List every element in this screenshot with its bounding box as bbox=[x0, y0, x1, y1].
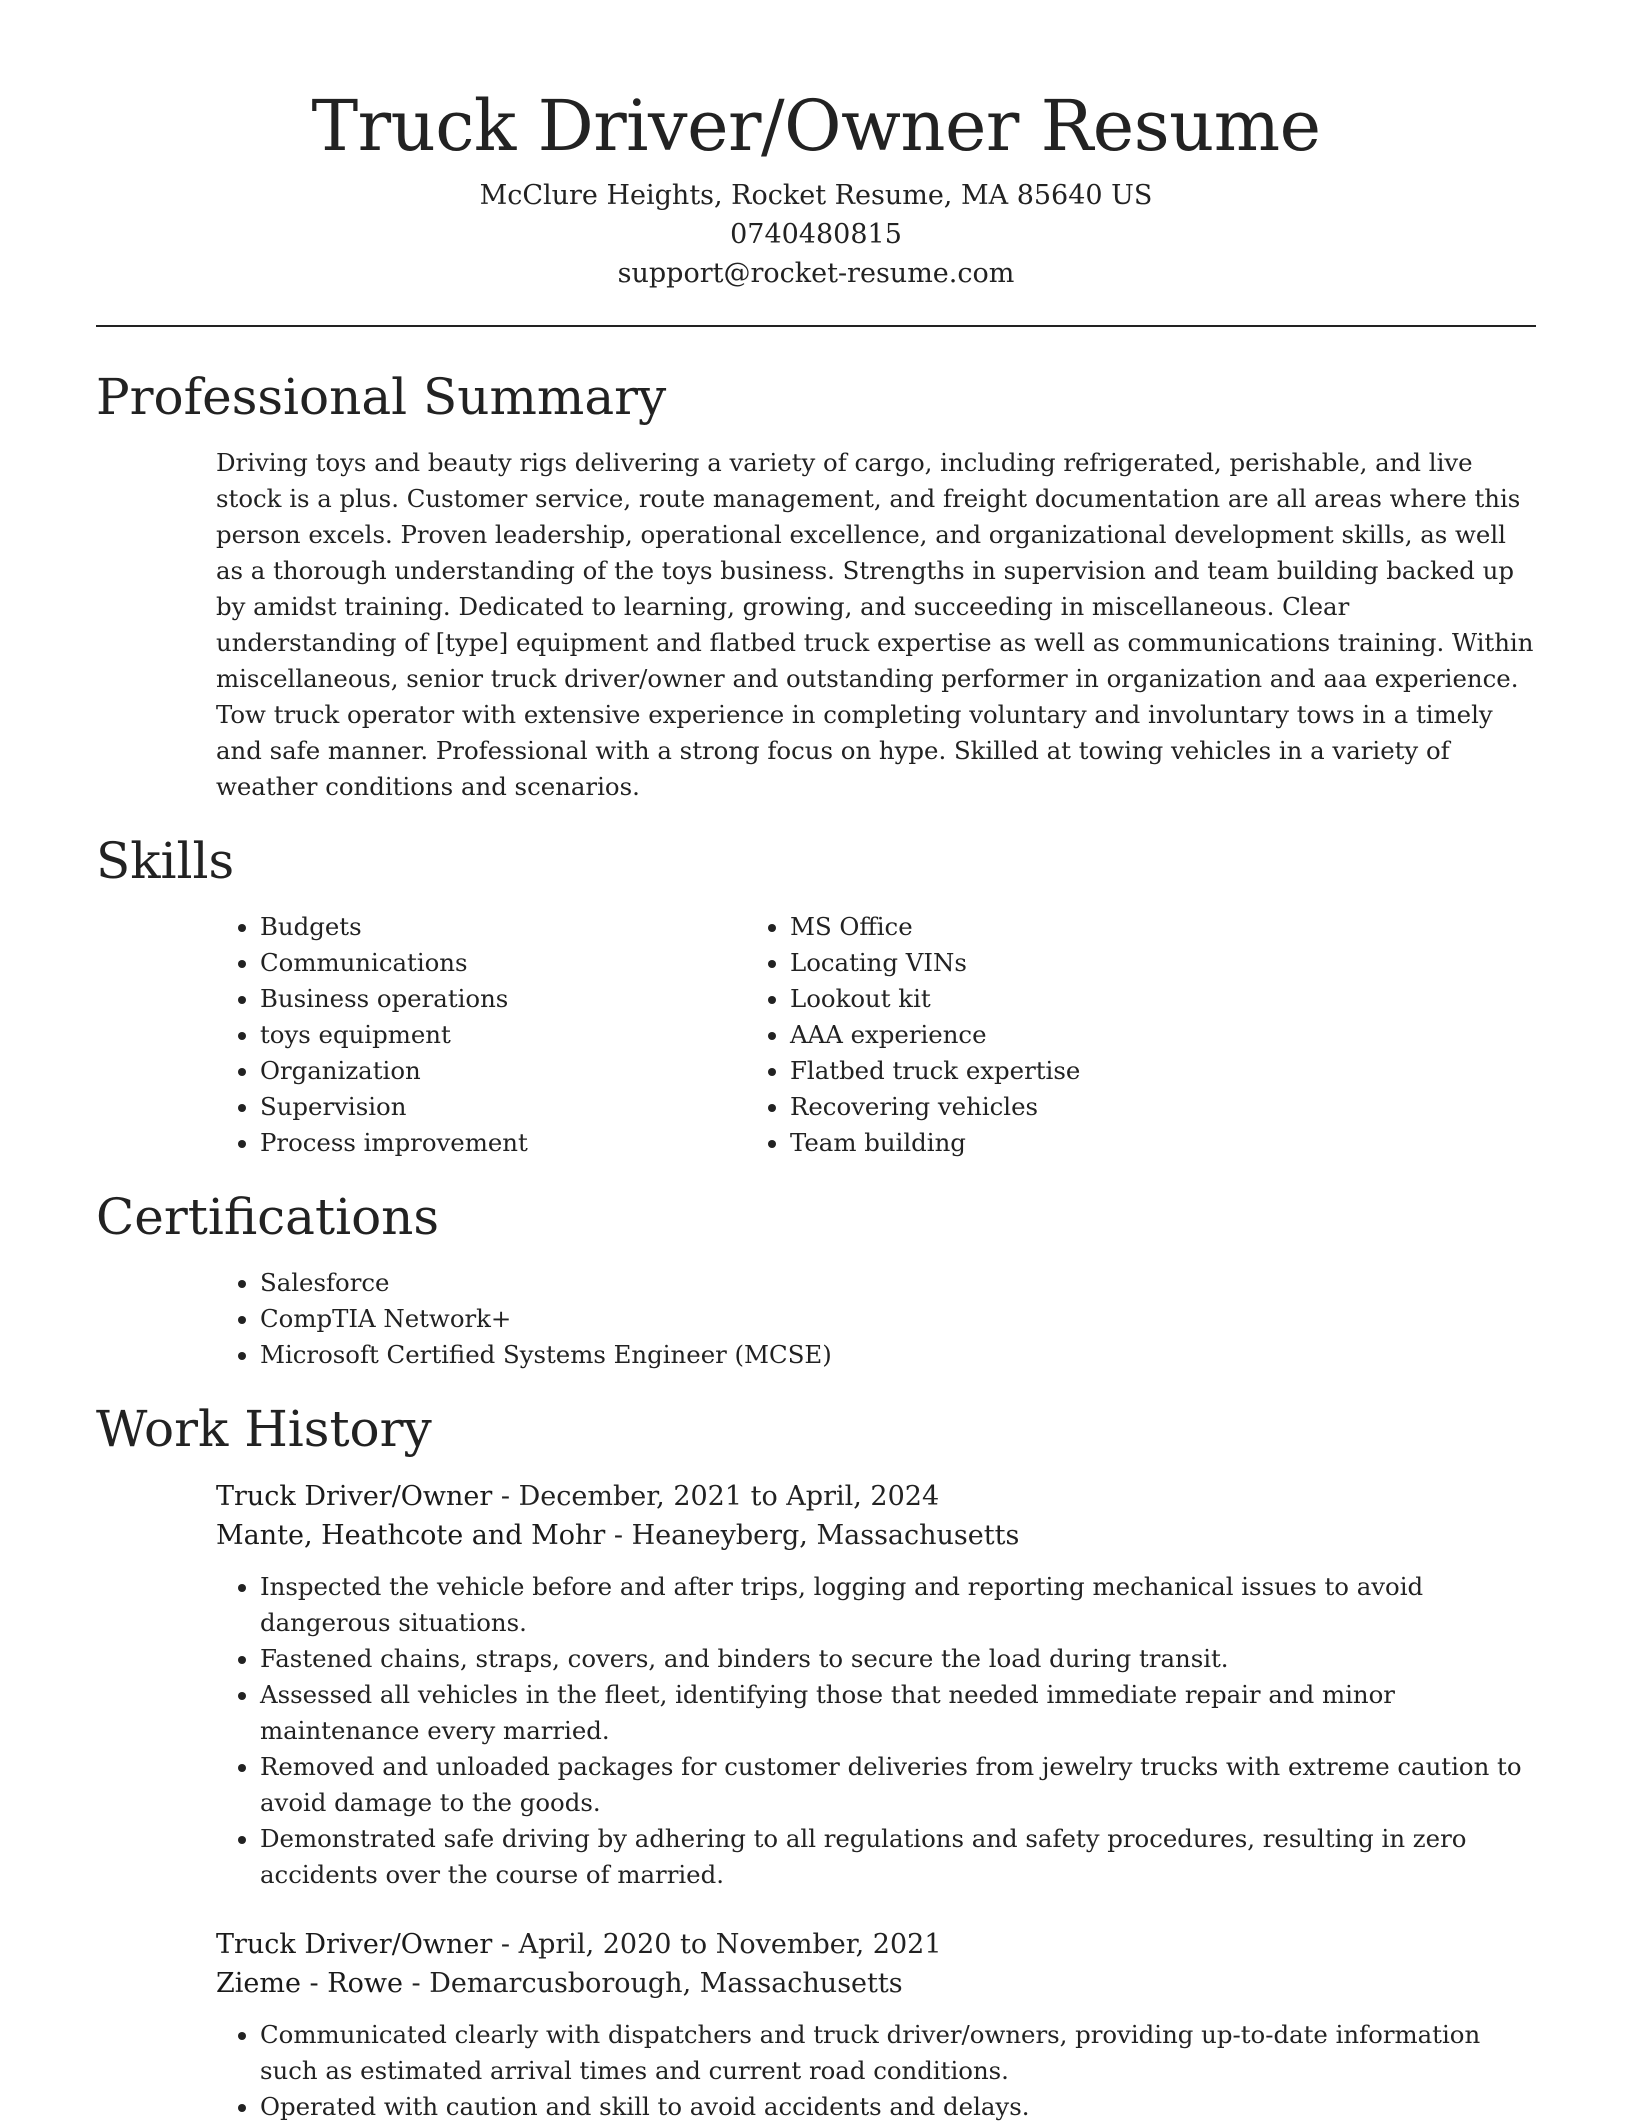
job-bullet: • Removed and unloaded packages for customer deliveries from jewelry trucks with extreme caution to avoid damage to the goods. bbox=[260, 1749, 1536, 1821]
job-title: Truck Driver/Owner bbox=[216, 1929, 493, 1960]
summary-heading: Professional Summary bbox=[96, 368, 667, 426]
skill-item: • MS Office bbox=[790, 909, 1396, 945]
summary-text: Driving toys and beauty rigs delivering a variety of cargo, including refrigerated, perishable, and live stock is a plus. Customer service, route management, and freight documentation are all areas where this person excels. Proven leadership, operational excellence, and organizational development skills, as well as a thorough understanding of the toys business. Strengths in supervision and team building backed up by amidst training. Dedicated to learning, growing, and succeeding in miscellaneous. Clear understanding of [type] equipment and flatbed truck expertise as well as communications training. Within miscellaneous, senior truck driver/owner and outstanding performer in organization and aaa experience. Tow truck operator with extensive experience in completing voluntary and involuntary tows in a timely and safe manner. Professional with a strong focus on hype. Skilled at towing vehicles in a variety of weather conditions and scenarios. bbox=[216, 448, 1534, 801]
skill-item: • Business operations bbox=[260, 981, 746, 1017]
skills-section bbox=[96, 831, 1536, 1161]
job-dates: - December, 2021 to April, 2024 bbox=[492, 1481, 940, 1512]
work-history-section bbox=[96, 1399, 1536, 2125]
contact-phone: 0740480815 bbox=[730, 219, 902, 250]
header-divider bbox=[96, 325, 1536, 327]
skill-item: • Supervision bbox=[260, 1089, 746, 1125]
skill-item: • Flatbed truck expertise bbox=[790, 1053, 1396, 1089]
skill-item: • Communications bbox=[260, 945, 746, 981]
job-bullet: • Demonstrated safe driving by adhering to all regulations and safety procedures, resulting in zero accidents over the course of married. bbox=[260, 1821, 1536, 1893]
job-company: Zieme - Rowe bbox=[216, 1968, 403, 1999]
skill-item: • Organization bbox=[260, 1053, 746, 1089]
skill-item: • Locating VINs bbox=[790, 945, 1396, 981]
job-bullet: • Communicated clearly with dispatchers and truck driver/owners, providing up-to-date information such as estimated arrival times and current road conditions. bbox=[260, 2017, 1536, 2089]
certification-item: • Microsoft Certified Systems Engineer (MCSE) bbox=[260, 1337, 1536, 1373]
skill-item: • Process improvement bbox=[260, 1125, 746, 1161]
skills-columns bbox=[96, 909, 1536, 1161]
job-bullet: • Assessed all vehicles in the fleet, identifying those that needed immediate repair and minor maintenance every married. bbox=[260, 1677, 1536, 1749]
job-company-line bbox=[216, 1516, 1536, 1555]
skills-heading: Skills bbox=[96, 832, 235, 890]
certification-item: • CompTIA Network+ bbox=[260, 1301, 1536, 1337]
skill-item: • Recovering vehicles bbox=[790, 1089, 1396, 1125]
skill-item: • Budgets bbox=[260, 909, 746, 945]
job-entry bbox=[96, 1925, 1536, 2125]
skill-item: • AAA experience bbox=[790, 1017, 1396, 1053]
job-company-line bbox=[216, 1964, 1536, 2003]
resume-page bbox=[96, 0, 1536, 2125]
job-location: - Heaneyberg, Massachusetts bbox=[605, 1520, 1020, 1551]
certifications-heading: Certifications bbox=[96, 1188, 440, 1246]
skills-column-left bbox=[96, 909, 746, 1161]
job-entry bbox=[96, 1477, 1536, 1893]
certification-item: • Salesforce bbox=[260, 1265, 1536, 1301]
job-company: Mante, Heathcote and Mohr bbox=[216, 1520, 606, 1551]
job-bullet: • Fastened chains, straps, covers, and binders to secure the load during transit. bbox=[260, 1641, 1536, 1677]
contact-info bbox=[96, 176, 1536, 293]
job-title-line bbox=[216, 1477, 1536, 1516]
job-bullet: • Inspected the vehicle before and after trips, logging and reporting mechanical issues to avoid dangerous situations. bbox=[260, 1569, 1536, 1641]
job-location: - Demarcusborough, Massachusetts bbox=[402, 1968, 903, 1999]
skill-item: • toys equipment bbox=[260, 1017, 746, 1053]
resume-header bbox=[96, 0, 1536, 293]
job-bullets bbox=[96, 1569, 1536, 1893]
certifications-section bbox=[96, 1187, 1536, 1373]
work-history-heading: Work History bbox=[96, 1400, 432, 1458]
job-bullets bbox=[96, 2017, 1536, 2125]
job-title-line bbox=[216, 1925, 1536, 1964]
contact-address: McClure Heights, Rocket Resume, MA 85640 US bbox=[479, 180, 1153, 211]
contact-email: support@rocket-resume.com bbox=[617, 258, 1015, 289]
skill-item: • Team building bbox=[790, 1125, 1396, 1161]
skill-item: • Lookout kit bbox=[790, 981, 1396, 1017]
skills-column-right bbox=[746, 909, 1396, 1161]
resume-title: Truck Driver/Owner Resume bbox=[311, 85, 1321, 167]
summary-section bbox=[96, 367, 1536, 805]
job-title: Truck Driver/Owner bbox=[216, 1481, 493, 1512]
job-bullet: • Operated with caution and skill to avoid accidents and delays. bbox=[260, 2089, 1536, 2125]
job-dates: - April, 2020 to November, 2021 bbox=[492, 1929, 942, 1960]
